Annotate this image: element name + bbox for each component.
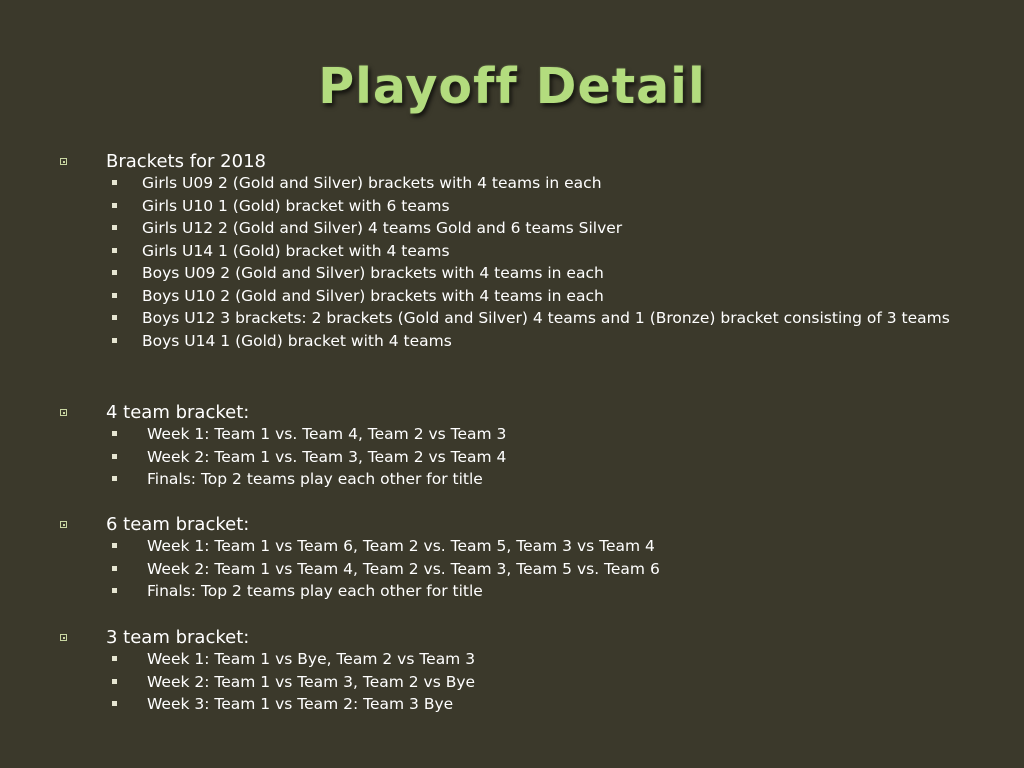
square-bullet-icon [112, 656, 117, 661]
list-item: Finals: Top 2 teams play each other for title [0, 470, 1024, 488]
section-brackets-2018 [0, 150, 1024, 354]
square-bullet-icon [60, 634, 67, 641]
square-bullet-icon [112, 248, 117, 253]
bracket-list [0, 174, 1024, 350]
section-heading: Brackets for 2018 [106, 151, 266, 172]
list-item: Girls U12 2 (Gold and Silver) 4 teams Gold and 6 teams Silver [0, 219, 1024, 237]
list-item: Finals: Top 2 teams play each other for title [0, 582, 1024, 600]
list-item: Week 2: Team 1 vs. Team 3, Team 2 vs Team 4 [0, 448, 1024, 466]
level1-item [0, 626, 1024, 650]
section-3-team-bracket [0, 626, 1024, 718]
schedule-list [0, 537, 1024, 600]
list-item: Week 2: Team 1 vs Team 3, Team 2 vs Bye [0, 673, 1024, 691]
list-item: Girls U10 1 (Gold) bracket with 6 teams [0, 197, 1024, 215]
square-bullet-icon [112, 180, 117, 185]
list-item: Week 1: Team 1 vs Team 6, Team 2 vs. Team 5, Team 3 vs Team 4 [0, 537, 1024, 555]
section-heading: 6 team bracket: [106, 514, 250, 535]
list-item: Week 1: Team 1 vs Bye, Team 2 vs Team 3 [0, 650, 1024, 668]
list-item: Girls U14 1 (Gold) bracket with 4 teams [0, 242, 1024, 260]
slide-title: Playoff Detail [318, 58, 706, 115]
square-bullet-icon [112, 588, 117, 593]
square-bullet-icon [60, 409, 67, 416]
square-bullet-icon [112, 701, 117, 706]
square-bullet-icon [60, 158, 67, 165]
list-item: Week 1: Team 1 vs. Team 4, Team 2 vs Team 3 [0, 425, 1024, 443]
square-bullet-icon [112, 203, 117, 208]
list-item: Week 2: Team 1 vs Team 4, Team 2 vs. Team 3, Team 5 vs. Team 6 [0, 560, 1024, 578]
square-bullet-icon [112, 338, 117, 343]
list-item: Boys U09 2 (Gold and Silver) brackets with 4 teams in each [0, 264, 1024, 282]
list-item: Boys U14 1 (Gold) bracket with 4 teams [0, 332, 1024, 350]
list-item: Week 3: Team 1 vs Team 2: Team 3 Bye [0, 695, 1024, 713]
square-bullet-icon [112, 566, 117, 571]
section-heading: 4 team bracket: [106, 402, 250, 423]
level1-item [0, 401, 1024, 425]
section-4-team-bracket [0, 401, 1024, 493]
square-bullet-icon [112, 476, 117, 481]
square-bullet-icon [112, 270, 117, 275]
square-bullet-icon [112, 543, 117, 548]
level1-item [0, 513, 1024, 537]
square-bullet-icon [60, 521, 67, 528]
square-bullet-icon [112, 225, 117, 230]
list-item: Boys U10 2 (Gold and Silver) brackets with 4 teams in each [0, 287, 1024, 305]
list-item: Boys U12 3 brackets: 2 brackets (Gold and Silver) 4 teams and 1 (Bronze) bracket consisting of 3 teams [0, 309, 1024, 327]
schedule-list [0, 650, 1024, 713]
square-bullet-icon [112, 454, 117, 459]
square-bullet-icon [112, 431, 117, 436]
schedule-list [0, 425, 1024, 488]
square-bullet-icon [112, 315, 117, 320]
section-6-team-bracket [0, 513, 1024, 605]
square-bullet-icon [112, 679, 117, 684]
list-item: Girls U09 2 (Gold and Silver) brackets with 4 teams in each [0, 174, 1024, 192]
section-heading: 3 team bracket: [106, 627, 250, 648]
level1-item [0, 150, 1024, 174]
square-bullet-icon [112, 293, 117, 298]
